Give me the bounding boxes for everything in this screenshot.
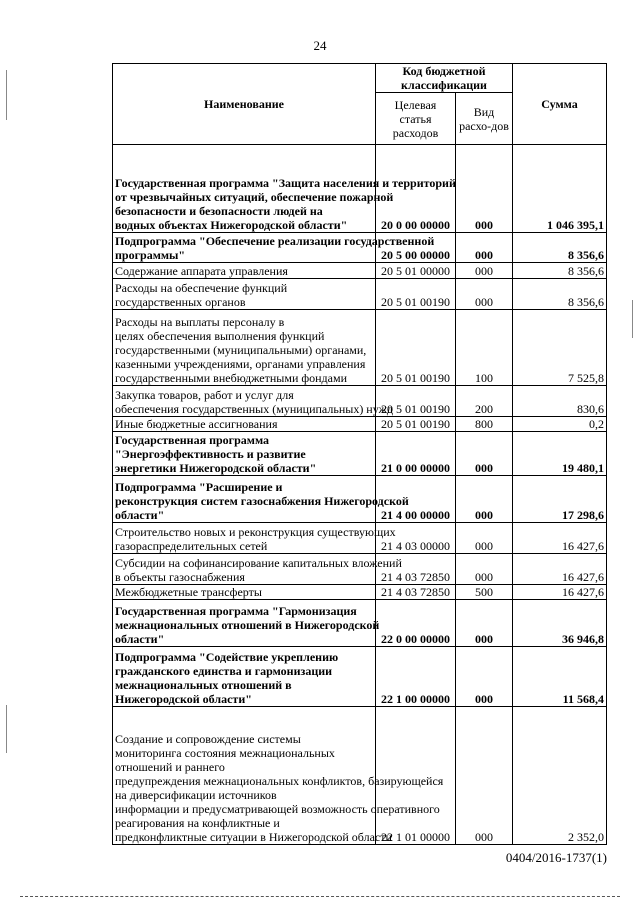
row-expense-type: 000	[456, 554, 513, 585]
row-target-article: 20 5 01 00000	[376, 263, 456, 279]
row-amount: 8 356,6	[513, 233, 607, 263]
row-name: Подпрограмма "Обеспечение реализации государственной программы"	[113, 233, 376, 263]
row-expense-type: 000	[456, 476, 513, 523]
table-row	[113, 554, 607, 585]
row-name: Государственная программа "Гармонизация межнациональных отношений в Нижегородской области"	[113, 600, 376, 647]
budget-table	[112, 63, 607, 845]
table-row	[113, 386, 607, 417]
header-expense-type: Вид расхо-дов	[456, 93, 513, 145]
header-budget-code: Код бюджетной классификации	[376, 64, 513, 93]
row-expense-type: 500	[456, 585, 513, 600]
row-amount: 8 356,6	[513, 279, 607, 310]
row-target-article: 20 5 01 00190	[376, 386, 456, 417]
row-expense-type: 000	[456, 233, 513, 263]
row-expense-type: 000	[456, 707, 513, 845]
table-row	[113, 476, 607, 523]
row-amount: 16 427,6	[513, 585, 607, 600]
document-code: 0404/2016-1737(1)	[505, 850, 607, 865]
row-target-article: 20 5 01 00190	[376, 310, 456, 386]
row-amount: 16 427,6	[513, 554, 607, 585]
row-amount: 36 946,8	[513, 600, 607, 647]
row-amount: 17 298,6	[513, 476, 607, 523]
table-row	[113, 145, 607, 233]
row-target-article: 21 4 03 00000	[376, 523, 456, 554]
row-expense-type: 100	[456, 310, 513, 386]
row-target-article: 21 4 00 00000	[376, 476, 456, 523]
row-target-article: 22 1 01 00000	[376, 707, 456, 845]
table-row	[113, 647, 607, 707]
row-expense-type: 000	[456, 523, 513, 554]
row-name: Межбюджетные трансферты	[113, 585, 376, 600]
row-expense-type: 000	[456, 279, 513, 310]
table-row	[113, 417, 607, 432]
row-name: Подпрограмма "Расширение и реконструкция систем газоснабжения Нижегородской области"	[113, 476, 376, 523]
row-amount: 8 356,6	[513, 263, 607, 279]
row-expense-type: 000	[456, 263, 513, 279]
row-target-article: 20 5 01 00190	[376, 279, 456, 310]
table-row	[113, 707, 607, 845]
row-name: Иные бюджетные ассигнования	[113, 417, 376, 432]
row-name: Создание и сопровождение системы мониторинга состояния межнациональных отношений и раннего предупреждения межнациональных конфликтов, базирующейся на диверсификации источников информации и предусматривающей возможность оперативного реагирования на конфликтные и предконфликтные ситуации в Нижегородской области	[113, 707, 376, 845]
row-amount: 19 480,1	[513, 432, 607, 476]
header-target-article: Целевая статья расходов	[376, 93, 456, 145]
row-target-article: 22 1 00 00000	[376, 647, 456, 707]
row-expense-type: 000	[456, 145, 513, 233]
table-row	[113, 310, 607, 386]
row-name: Государственная программа "Энергоэффективность и развитие энергетики Нижегородской области"	[113, 432, 376, 476]
row-name: Строительство новых и реконструкция существующих газораспределительных сетей	[113, 523, 376, 554]
row-amount: 2 352,0	[513, 707, 607, 845]
row-target-article: 20 5 00 00000	[376, 233, 456, 263]
row-amount: 16 427,6	[513, 523, 607, 554]
row-amount: 830,6	[513, 386, 607, 417]
row-target-article: 21 0 00 00000	[376, 432, 456, 476]
table-row	[113, 432, 607, 476]
header-name: Наименование	[113, 64, 376, 145]
row-expense-type: 000	[456, 432, 513, 476]
table-row	[113, 263, 607, 279]
row-amount: 0,2	[513, 417, 607, 432]
row-name: Государственная программа "Защита населения и территорий от чрезвычайных ситуаций, обеспечение пожарной безопасности и безопасности людей на водных объектах Нижегородской области"	[113, 145, 376, 233]
row-target-article: 21 4 03 72850	[376, 585, 456, 600]
bottom-rule	[20, 896, 620, 898]
scan-margin-mark-left	[6, 70, 7, 120]
row-target-article: 20 5 01 00190	[376, 417, 456, 432]
row-name: Закупка товаров, работ и услуг для обеспечения государственных (муниципальных) нужд	[113, 386, 376, 417]
row-name: Субсидии на софинансирование капитальных вложений в объекты газоснабжения	[113, 554, 376, 585]
row-target-article: 20 0 00 00000	[376, 145, 456, 233]
page-number: 24	[313, 38, 327, 53]
row-target-article: 22 0 00 00000	[376, 600, 456, 647]
row-amount: 7 525,8	[513, 310, 607, 386]
table-row	[113, 279, 607, 310]
header-amount: Сумма	[513, 64, 607, 145]
table-row	[113, 585, 607, 600]
row-amount: 1 046 395,1	[513, 145, 607, 233]
row-amount: 11 568,4	[513, 647, 607, 707]
row-target-article: 21 4 03 72850	[376, 554, 456, 585]
row-expense-type: 000	[456, 647, 513, 707]
table-row	[113, 600, 607, 647]
row-name: Расходы на обеспечение функций государственных органов	[113, 279, 376, 310]
row-expense-type: 800	[456, 417, 513, 432]
scan-margin-mark-right	[632, 300, 633, 338]
table-row	[113, 523, 607, 554]
row-name: Подпрограмма "Содействие укреплению гражданского единства и гармонизации межнациональных отношений в Нижегородской области"	[113, 647, 376, 707]
row-name: Содержание аппарата управления	[113, 263, 376, 279]
row-expense-type: 000	[456, 600, 513, 647]
table-body	[113, 145, 607, 845]
row-expense-type: 200	[456, 386, 513, 417]
scan-margin-mark-left-lower	[6, 705, 7, 753]
row-name: Расходы на выплаты персоналу в целях обеспечения выполнения функций государственными (муниципальными) органами, казенными учреждениями, органами управления государственными внебюджетными фондами	[113, 310, 376, 386]
table-row	[113, 233, 607, 263]
